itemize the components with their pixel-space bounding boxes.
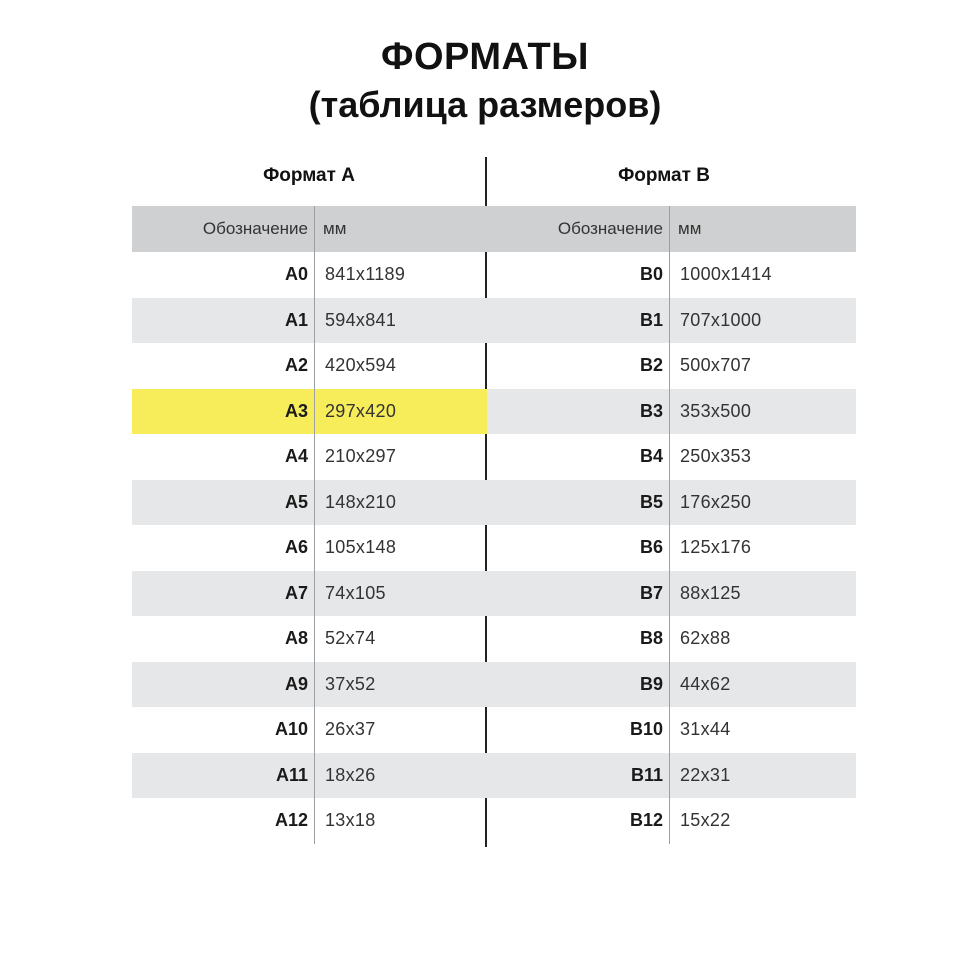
format-size-cell: 31x44 — [680, 719, 731, 740]
format-code-cell: A2 — [132, 343, 315, 389]
format-size-cell: 88x125 — [670, 571, 857, 617]
table-row — [487, 252, 856, 298]
table-row — [487, 298, 856, 344]
format-code-cell: B6 — [487, 525, 670, 571]
format-code-cell: B11 — [487, 753, 670, 799]
table-row — [487, 753, 856, 799]
column-header-mm: мм — [670, 206, 857, 252]
format-code-cell: B0 — [487, 252, 670, 298]
column-header-code: Обозначение — [487, 206, 670, 252]
format-size-cell: 26x37 — [325, 719, 376, 740]
format-size-cell: 22x31 — [670, 753, 857, 799]
format-size-cell: 841x1189 — [325, 264, 406, 285]
format-size-cell: 15x22 — [680, 810, 731, 831]
format-size-cell: 52x74 — [325, 628, 376, 649]
table-row — [132, 525, 501, 571]
table-row — [487, 707, 856, 753]
format-size-cell: 148x210 — [315, 480, 502, 526]
table-row — [487, 616, 856, 662]
table-header-row — [487, 206, 856, 252]
format-size-cell: 250x353 — [680, 446, 752, 467]
format-code-cell: A12 — [132, 798, 315, 844]
format-b-table — [487, 206, 856, 844]
format-code-cell: B10 — [487, 707, 670, 753]
page-subtitle: (таблица размеров) — [308, 84, 662, 125]
format-size-cell: 297x420 — [315, 389, 502, 435]
format-a-heading: Формат А — [263, 165, 355, 186]
format-code-cell: B3 — [487, 389, 670, 435]
table-row — [132, 480, 501, 526]
format-a-rows — [132, 252, 501, 844]
table-row — [132, 616, 501, 662]
table-row — [132, 343, 501, 389]
format-code-cell: B1 — [487, 298, 670, 344]
format-size-cell: 74x105 — [315, 571, 502, 617]
column-header-mm: мм — [315, 206, 502, 252]
page-title: ФОРМАТЫ — [381, 36, 589, 78]
table-header-row — [132, 206, 501, 252]
format-size-cell: 1000x1414 — [680, 264, 772, 285]
format-size-cell: 105x148 — [325, 537, 397, 558]
format-size-cell: 44x62 — [670, 662, 857, 708]
table-row — [487, 343, 856, 389]
format-size-cell: 420x594 — [325, 355, 397, 376]
format-a-section — [132, 160, 486, 844]
table-row — [487, 662, 856, 708]
table-row — [487, 480, 856, 526]
format-code-cell: A8 — [132, 616, 315, 662]
format-code-cell: B2 — [487, 343, 670, 389]
format-size-cell: 18x26 — [315, 753, 502, 799]
format-code-cell: A4 — [132, 434, 315, 480]
format-b-section — [487, 160, 841, 844]
format-code-cell: B4 — [487, 434, 670, 480]
table-row — [487, 389, 856, 435]
format-size-cell: 176x250 — [670, 480, 857, 526]
table-row — [132, 571, 501, 617]
table-row — [132, 252, 501, 298]
format-size-cell: 594x841 — [315, 298, 502, 344]
format-code-cell: B5 — [487, 480, 670, 526]
format-size-cell: 210x297 — [325, 446, 397, 467]
table-row — [132, 298, 501, 344]
format-code-cell: A6 — [132, 525, 315, 571]
format-code-cell: A11 — [132, 753, 315, 799]
format-size-cell: 353x500 — [670, 389, 857, 435]
format-code-cell: A0 — [132, 252, 315, 298]
format-b-heading: Формат В — [618, 165, 710, 186]
format-code-cell: A10 — [132, 707, 315, 753]
format-a-table — [132, 206, 501, 844]
table-row — [487, 525, 856, 571]
format-code-cell: B12 — [487, 798, 670, 844]
format-b-rows — [487, 252, 856, 844]
format-code-cell: A9 — [132, 662, 315, 708]
table-row — [487, 798, 856, 844]
table-row — [132, 662, 501, 708]
format-size-cell: 37x52 — [315, 662, 502, 708]
table-row — [132, 707, 501, 753]
format-code-cell: A5 — [132, 480, 315, 526]
format-size-cell: 500x707 — [680, 355, 752, 376]
format-code-cell: A1 — [132, 298, 315, 344]
table-row — [487, 571, 856, 617]
format-code-cell: A3 — [132, 389, 315, 435]
format-code-cell: A7 — [132, 571, 315, 617]
format-code-cell: B9 — [487, 662, 670, 708]
table-row — [487, 434, 856, 480]
format-size-cell: 125x176 — [680, 537, 752, 558]
table-row — [132, 389, 501, 435]
format-code-cell: B7 — [487, 571, 670, 617]
table-row — [132, 753, 501, 799]
format-size-cell: 13x18 — [325, 810, 376, 831]
format-size-cell: 707x1000 — [670, 298, 857, 344]
column-header-code: Обозначение — [132, 206, 315, 252]
format-size-cell: 62x88 — [680, 628, 731, 649]
table-row — [132, 434, 501, 480]
table-row — [132, 798, 501, 844]
format-code-cell: B8 — [487, 616, 670, 662]
